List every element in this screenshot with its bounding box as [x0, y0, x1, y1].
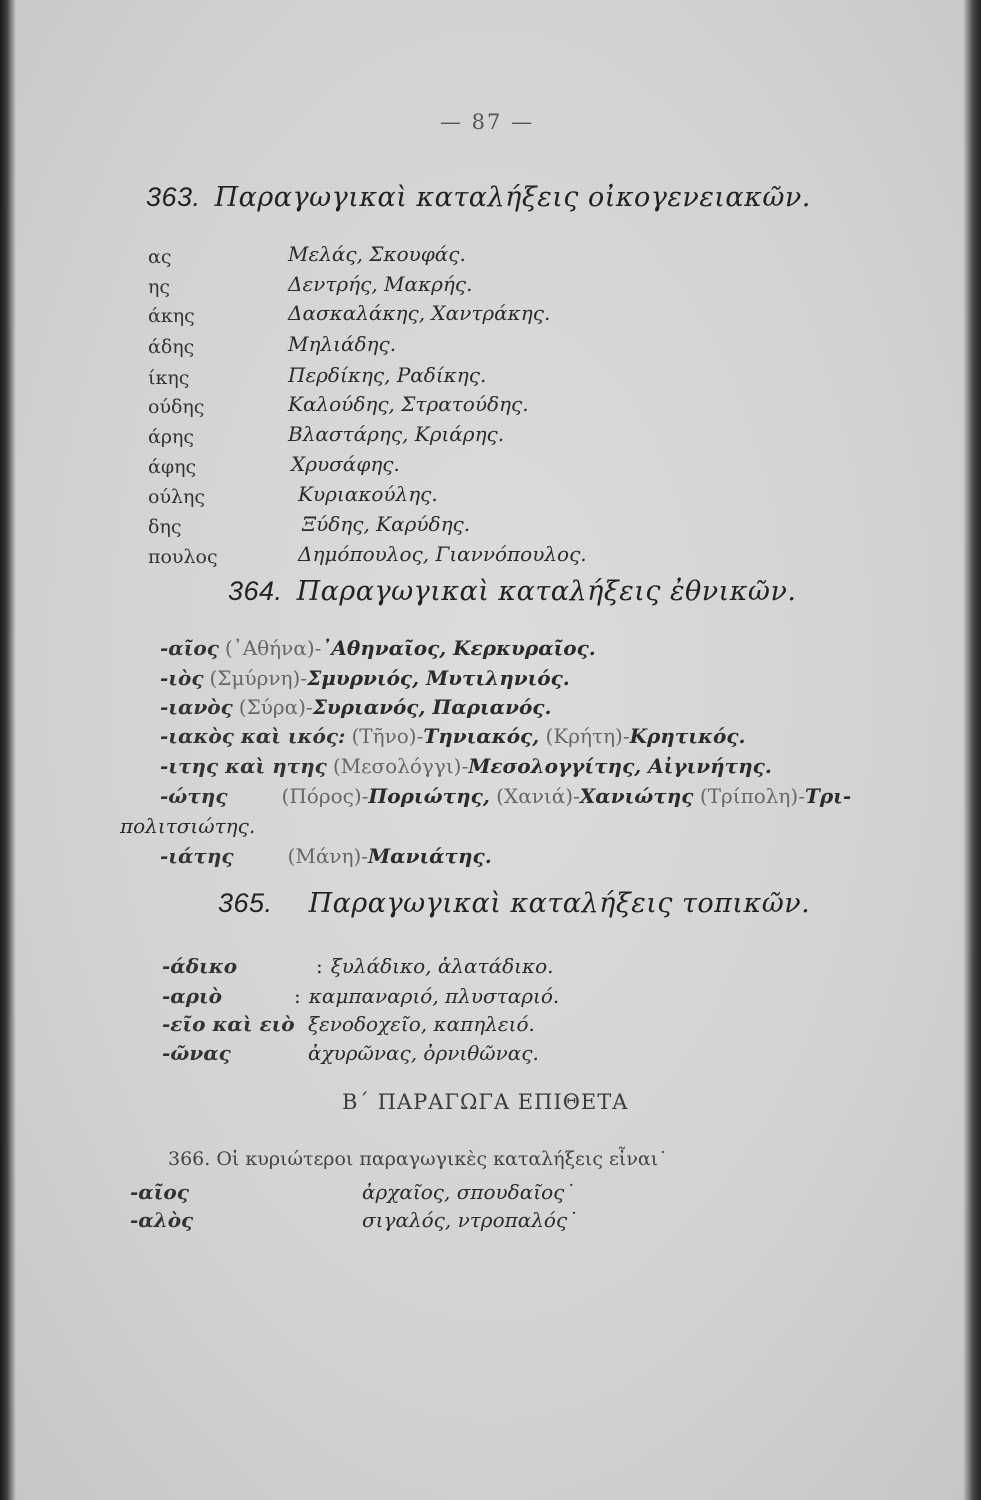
heading-364: [228, 576, 796, 607]
separator: :: [294, 984, 301, 1008]
section-b-title: Β΄ ΠΑΡΑΓΩΓΑ ΕΠΙΘΕΤΑ: [342, 1090, 629, 1114]
examples-366: σιγαλός, ντροπαλός˙: [362, 1208, 578, 1232]
derived-word: Συριανός, Παριανός.: [312, 695, 552, 719]
examples-363: Ξύδης, Καρύδης.: [302, 512, 471, 536]
derived-word: Μεσολογγίτης, Αἰγινήτης.: [468, 754, 772, 778]
suffix-365: -εῖο καὶ ειὸ: [162, 1012, 295, 1036]
suffix-363: ης: [148, 276, 171, 298]
suffix-364: -αῖος: [160, 636, 219, 660]
suffix-366: -αλὸς: [130, 1208, 194, 1232]
suffix-364: -ώτης: [160, 784, 228, 808]
base-word: (Τῆνο)-: [351, 724, 424, 748]
examples-363: Δεντρής, Μακρής.: [288, 272, 473, 296]
heading-365-title: Παραγωγικαὶ καταλήξεις τοπικῶν.: [308, 888, 811, 919]
row-364-continuation: [120, 814, 255, 838]
heading-363-title: Παραγωγικαὶ καταλήξεις οἰκογενειακῶν.: [214, 182, 811, 213]
row-364: [160, 666, 570, 690]
derived-word: Χανιώτης: [579, 784, 694, 808]
base-word: (Σμύρνη)-: [209, 666, 308, 690]
examples-363: Δημόπουλος, Γιαννόπουλος.: [298, 542, 587, 566]
suffix-363: ούδης: [148, 396, 205, 418]
examples-365: ἀχυρῶνας, ὀρνιθῶνας.: [308, 1041, 539, 1065]
suffix-366: -αῖος: [130, 1180, 189, 1204]
examples-363: Καλούδης, Στρατούδης.: [288, 392, 529, 416]
row-366: [130, 1180, 574, 1204]
heading-363-number: 363.: [146, 182, 201, 212]
suffix-365: -ῶνας: [162, 1041, 231, 1065]
row-364: [160, 636, 596, 660]
base-word: (Τρίπολη)-: [693, 784, 805, 808]
derived-word: πολιτσιώτης.: [120, 814, 256, 838]
row-366: [130, 1208, 577, 1232]
suffix-364: -ιακὸς καὶ ικός:: [160, 724, 346, 748]
row-365: [162, 984, 559, 1008]
suffix-364: -ιτης καὶ ητης: [160, 754, 327, 778]
base-word: (᾽Αθήνα)-: [224, 636, 322, 660]
suffix-363: πουλος: [148, 546, 218, 568]
heading-364-title: Παραγωγικαὶ καταλήξεις ἐθνικῶν.: [296, 576, 797, 607]
suffix-363: δης: [148, 516, 182, 538]
examples-365: καμπαναριό, πλυσταριό.: [308, 984, 560, 1008]
examples-363: Περδίκης, Ραδίκης.: [288, 363, 487, 387]
examples-363: Κυριακούλης.: [298, 482, 438, 506]
base-word: (Σύρα)-: [238, 695, 313, 719]
derived-word: ᾽Αθηναῖος, Κερκυραῖος.: [321, 636, 596, 660]
derived-word: Σμυρνιός, Μυτιληνιός.: [307, 666, 570, 690]
examples-363: Χρυσάφης.: [291, 452, 400, 476]
row-364: [160, 784, 851, 808]
derived-word: Κρητικός.: [629, 724, 746, 748]
examples-363: Βλαστάρης, Κριάρης.: [288, 422, 505, 446]
derived-word: Μανιάτης.: [368, 844, 492, 868]
base-word: (Κρήτη)-: [539, 724, 630, 748]
separator: :: [316, 954, 323, 978]
suffix-363: ας: [148, 246, 172, 268]
base-word: (Μεσολόγγι)-: [332, 754, 469, 778]
suffix-363: ίκης: [148, 367, 190, 389]
row-364: [160, 724, 745, 748]
base-word: (Πόρος)-: [281, 784, 369, 808]
derived-word: Ποριώτης,: [368, 784, 490, 808]
suffix-363: άρης: [148, 426, 195, 448]
examples-363: Μηλιάδης.: [288, 332, 397, 356]
page-number: — 87 —: [440, 110, 535, 134]
heading-363: [146, 182, 811, 213]
row-364: [160, 844, 492, 868]
suffix-365: -άδικο: [162, 954, 238, 978]
suffix-363: άφης: [148, 456, 197, 478]
scan-edge-right: [963, 0, 981, 1500]
heading-365: [218, 888, 810, 919]
base-word: (Χανιά)-: [489, 784, 580, 808]
row-365: [162, 1012, 535, 1036]
row-365: [162, 954, 554, 978]
suffix-364: -ιὸς: [160, 666, 204, 690]
suffix-363: άδης: [148, 336, 195, 358]
examples-365: ξενοδοχεῖο, καπηλειό.: [308, 1012, 535, 1036]
base-word: (Μάνη)-: [287, 844, 369, 868]
suffix-363: ούλης: [148, 486, 206, 508]
examples-365: ξυλάδικο, ἁλατάδικο.: [330, 954, 554, 978]
suffix-364: -ιανὸς: [160, 695, 233, 719]
examples-366: ἀρχαῖος, σπουδαῖος˙: [362, 1180, 575, 1204]
row-364: [160, 754, 772, 778]
row-365: [162, 1041, 539, 1065]
heading-364-number: 364.: [228, 576, 283, 606]
scan-edge-left: [0, 0, 16, 1500]
derived-word: Τρι-: [804, 784, 852, 808]
derived-word: Τηνιακός,: [423, 724, 540, 748]
row-364: [160, 695, 551, 719]
examples-363: Δασκαλάκης, Χαντράκης.: [288, 301, 551, 325]
examples-363: Μελάς, Σκουφάς.: [288, 242, 466, 266]
paragraph-366-intro: 366. Οἱ κυριώτεροι παραγωγικὲς καταλήξεις εἶναι˙: [168, 1148, 668, 1170]
suffix-364: -ιάτης: [160, 844, 234, 868]
suffix-363: άκης: [148, 305, 195, 327]
suffix-365: -αριὸ: [162, 984, 223, 1008]
heading-365-number: 365.: [218, 888, 273, 918]
